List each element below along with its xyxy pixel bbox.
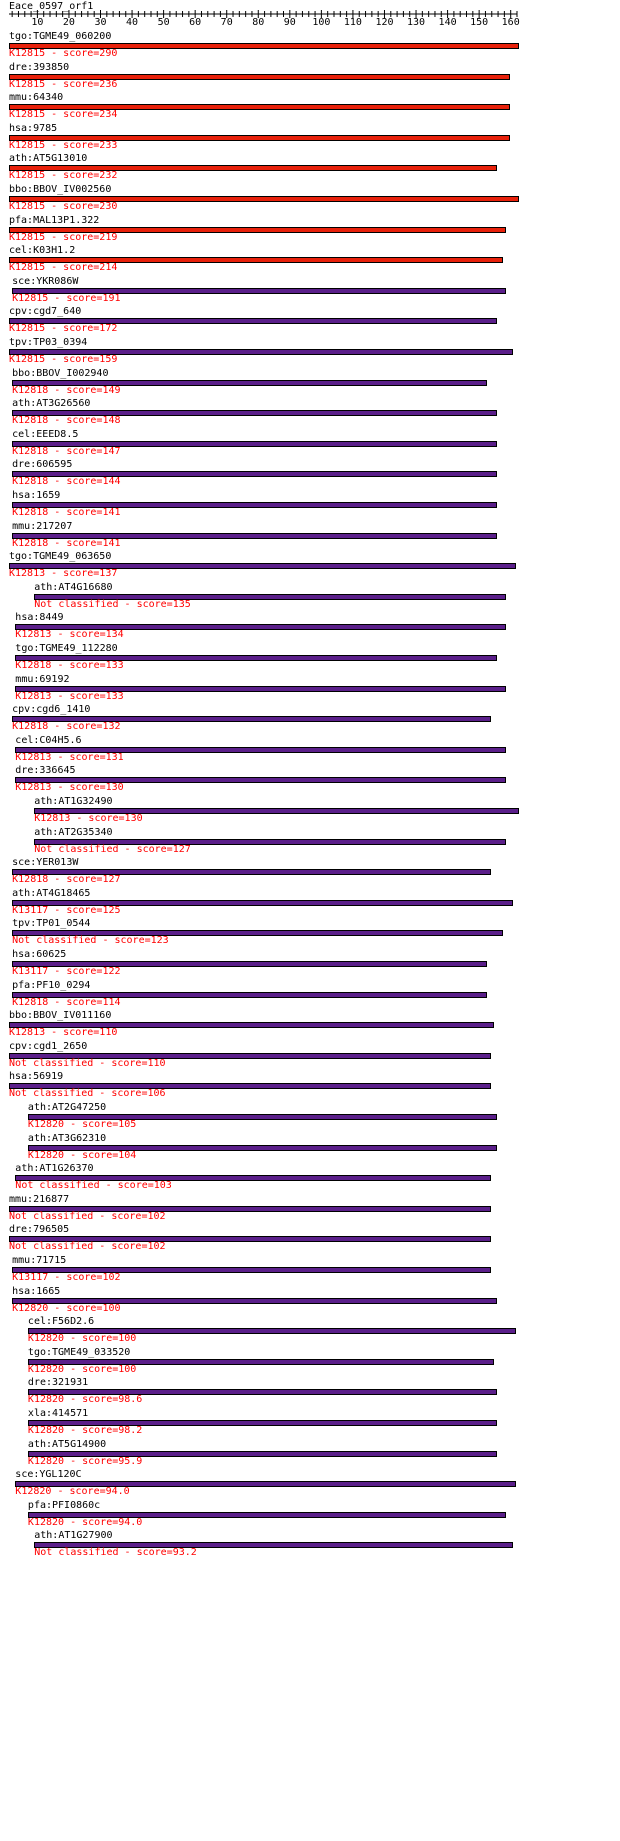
hit-subtitle: K12813 - score=131 [15, 751, 124, 763]
ruler-tick-label: 120 [375, 17, 394, 28]
ruler-tick-label: 10 [31, 17, 44, 28]
hit-label: dre:796505 [9, 1224, 70, 1236]
hit-subtitle: K12813 - score=133 [15, 690, 124, 702]
ruler-tick-label: 90 [283, 17, 296, 28]
hit-label: ath:AT2G35340 [34, 826, 113, 838]
hit-label: sce:YER013W [12, 857, 79, 869]
hit-label: ath:AT1G32490 [34, 796, 113, 807]
hit-label: ath:AT4G18465 [12, 887, 91, 899]
hit-subtitle: K12820 - score=100 [27, 1333, 137, 1345]
hit-label: cel:K03H1.2 [9, 245, 76, 257]
hit-subtitle: Not classified - score=110 [9, 1057, 166, 1069]
hit-subtitle: K12820 - score=94.0 [27, 1516, 143, 1528]
hit-label: cel:F56D2.6 [27, 1316, 95, 1328]
hit-label: hsa:1659 [12, 490, 61, 501]
ruler-tick-label: 50 [157, 17, 170, 28]
hit-label: mmu:69192 [15, 673, 70, 685]
hit-label: hsa:9785 [9, 122, 58, 134]
hit-label: mmu:64340 [9, 92, 64, 104]
hit-label: ath:AT1G26370 [15, 1163, 94, 1175]
ruler-tick-label: 30 [94, 17, 107, 28]
hit-subtitle: Not classified - score=135 [34, 598, 191, 610]
hit-label: dre:393850 [9, 61, 70, 73]
hit-label: dre:336645 [15, 765, 76, 777]
hit-label: sce:YKR086W [12, 275, 79, 287]
hit-subtitle: K12813 - score=110 [9, 1027, 118, 1039]
hit-label: tpv:TP01_0544 [12, 918, 91, 930]
ruler-tick-label: 60 [189, 17, 202, 28]
hit-label: hsa:56919 [9, 1071, 64, 1083]
hit-label: ath:AT3G26560 [12, 398, 91, 410]
hit-subtitle: Not classified - score=93.2 [34, 1547, 197, 1559]
hit-label: cel:C04H5.6 [15, 734, 82, 746]
hit-subtitle: Not classified - score=127 [34, 843, 191, 855]
hit-subtitle: K12818 - score=147 [12, 445, 121, 457]
hit-label: bbo:BBOV_IV002560 [9, 184, 112, 195]
hit-label: ath:AT5G14900 [27, 1438, 107, 1450]
hit-subtitle: K13117 - score=102 [12, 1272, 121, 1283]
hit-subtitle: K13117 - score=122 [12, 966, 121, 977]
position-ruler [0, 0, 620, 30]
hit-label: bbo:BBOV_I002940 [12, 367, 109, 379]
hit-label: ath:AT2G47250 [27, 1102, 107, 1113]
hit-subtitle: K12815 - score=214 [9, 262, 118, 274]
hit-label: ath:AT5G13010 [9, 153, 88, 165]
hit-subtitle: Not classified - score=102 [9, 1210, 166, 1222]
hit-subtitle: K12815 - score=172 [9, 323, 118, 335]
hit-label: pfa:PFI0860c [27, 1499, 101, 1511]
hit-subtitle: K12818 - score=141 [12, 537, 121, 549]
hit-subtitle: K12813 - score=137 [9, 568, 118, 580]
hit-label: cpv:cgd6_1410 [12, 704, 91, 716]
hit-label: cpv:cgd1_2650 [9, 1040, 88, 1052]
ruler-tick-label: 80 [252, 17, 265, 28]
hit-subtitle: K12813 - score=130 [15, 782, 124, 794]
hit-subtitle: K12820 - score=94.0 [15, 1486, 130, 1498]
hit-subtitle: K12818 - score=132 [12, 721, 121, 733]
hit-subtitle: K12820 - score=100 [12, 1302, 121, 1314]
hit-subtitle: K12820 - score=105 [27, 1119, 137, 1130]
ruler-tick-label: 160 [501, 17, 520, 28]
hit-label: hsa:1665 [12, 1285, 61, 1297]
ruler-tick-label: 110 [343, 17, 362, 28]
hit-subtitle: K12813 - score=134 [15, 629, 124, 641]
hit-subtitle: K12818 - score=133 [15, 660, 124, 671]
hit-subtitle: K12820 - score=98.6 [27, 1394, 143, 1406]
hit-subtitle: K12820 - score=100 [27, 1363, 137, 1375]
ruler-tick-label: 40 [126, 17, 139, 28]
hit-label: tgo:TGME49_060200 [9, 31, 112, 42]
hit-subtitle: K12818 - score=127 [12, 874, 121, 886]
hit-subtitle: K12815 - score=191 [12, 292, 121, 304]
ruler-tick-label: 140 [438, 17, 457, 28]
hit-subtitle: Not classified - score=103 [15, 1180, 172, 1192]
query-name: Eace_0597_orf1 [9, 1, 94, 12]
hit-subtitle: K12820 - score=104 [27, 1149, 137, 1161]
hit-subtitle: K12818 - score=144 [12, 476, 121, 488]
hit-subtitle: K12815 - score=230 [9, 201, 118, 212]
hit-label: tgo:TGME49_063650 [9, 551, 112, 563]
hit-label: sce:YGL120C [15, 1469, 82, 1481]
ruler-tick-label: 150 [470, 17, 489, 28]
hit-label: hsa:8449 [15, 612, 64, 624]
hit-subtitle: K12820 - score=98.2 [27, 1425, 143, 1436]
hit-label: ath:AT4G16680 [34, 581, 113, 593]
hit-subtitle: Not classified - score=123 [12, 935, 169, 947]
hit-label: pfa:MAL13P1.322 [9, 214, 100, 226]
hit-subtitle: K12815 - score=159 [9, 354, 118, 365]
hit-subtitle: Not classified - score=102 [9, 1241, 166, 1253]
hit-subtitle: K12815 - score=234 [9, 109, 118, 121]
ruler-tick-label: 70 [220, 17, 233, 28]
hit-subtitle: K12818 - score=148 [12, 415, 121, 427]
hit-label: tgo:TGME49_033520 [27, 1346, 131, 1358]
hit-label: ath:AT1G27900 [34, 1530, 113, 1542]
hit-label: bbo:BBOV_IV011160 [9, 1010, 112, 1022]
ruler-tick-label: 20 [62, 17, 75, 28]
hit-subtitle: K12818 - score=149 [12, 384, 121, 396]
hit-label: dre:321931 [27, 1377, 89, 1389]
hit-subtitle: K12815 - score=233 [9, 139, 118, 151]
hit-label: ath:AT3G62310 [27, 1132, 107, 1144]
hit-label: cel:EEED8.5 [12, 428, 79, 440]
hit-subtitle: K12815 - score=290 [9, 48, 118, 59]
hit-label: xla:414571 [27, 1408, 89, 1419]
hit-label: mmu:216877 [9, 1193, 70, 1205]
hit-label: tgo:TGME49_112280 [15, 643, 118, 654]
hit-label: mmu:71715 [12, 1255, 67, 1266]
hit-subtitle: Not classified - score=106 [9, 1088, 166, 1100]
hit-subtitle: K12820 - score=95.9 [27, 1455, 143, 1467]
hit-subtitle: K12818 - score=114 [12, 996, 121, 1008]
hit-subtitle: K12815 - score=236 [9, 78, 118, 90]
hit-subtitle: K12818 - score=141 [12, 507, 121, 518]
hit-label: mmu:217207 [12, 520, 73, 532]
hit-subtitle: K13117 - score=125 [12, 904, 121, 916]
hit-label: cpv:cgd7_640 [9, 306, 82, 318]
ruler-tick-label: 130 [406, 17, 426, 28]
ruler-tick-label: 100 [312, 17, 331, 28]
hit-subtitle: K12813 - score=130 [34, 813, 143, 824]
hit-label: tpv:TP03_0394 [9, 337, 88, 348]
hit-subtitle: K12815 - score=232 [9, 170, 118, 182]
hit-label: pfa:PF10_0294 [12, 979, 91, 991]
hit-label: hsa:60625 [12, 949, 67, 960]
hit-label: dre:606595 [12, 459, 73, 471]
hit-subtitle: K12815 - score=219 [9, 231, 118, 243]
